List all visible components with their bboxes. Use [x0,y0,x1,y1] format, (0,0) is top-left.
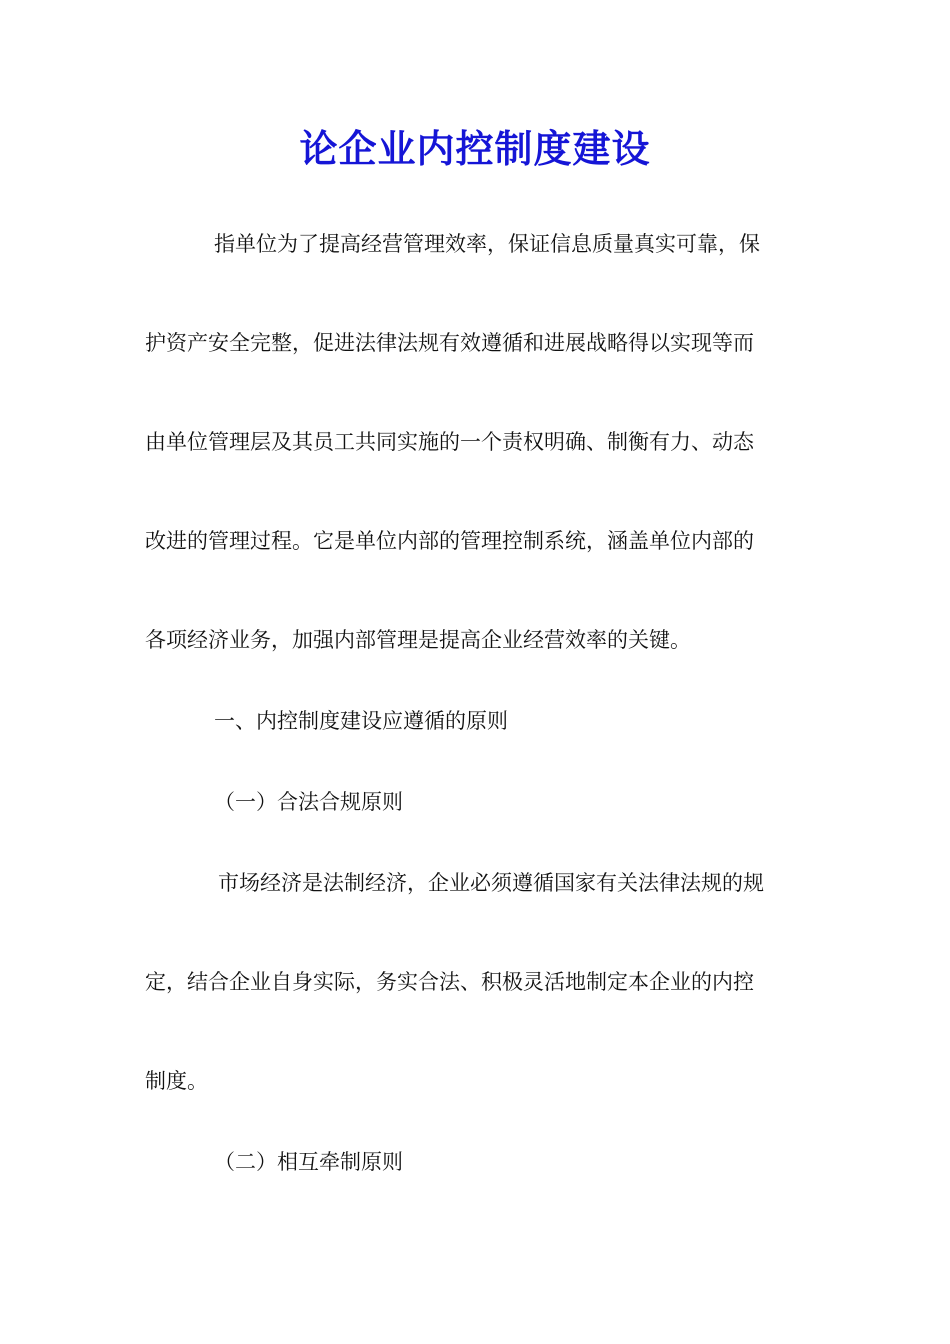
heading-text: （二）相互牵制原则 [214,1150,403,1174]
text-line: 改进的管理过程。它是单位内部的管理控制系统，涵盖单位内部的 [145,529,754,553]
text-line: 市场经济是法制经济，企业必须遵循国家有关法律法规的规 [218,871,764,895]
text-line: 制度。 [145,1069,208,1093]
text-line: 指单位为了提高经营管理效率，保证信息质量真实可靠，保 [214,232,760,256]
document-title: 论企业内控制度建设 [299,126,651,171]
heading-text: 一、内控制度建设应遵循的原则 [214,709,508,733]
text-line: 定，结合企业自身实际，务实合法、积极灵活地制定本企业的内控 [145,970,754,994]
text-line: 护资产安全完整，促进法律法规有效遵循和进展战略得以实现等而 [145,331,754,355]
heading-text: （一）合法合规原则 [214,790,403,814]
text-line: 由单位管理层及其员工共同实施的一个责权明确、制衡有力、动态 [145,430,754,454]
text-line: 各项经济业务，加强内部管理是提高企业经营效率的关键。 [145,628,691,652]
